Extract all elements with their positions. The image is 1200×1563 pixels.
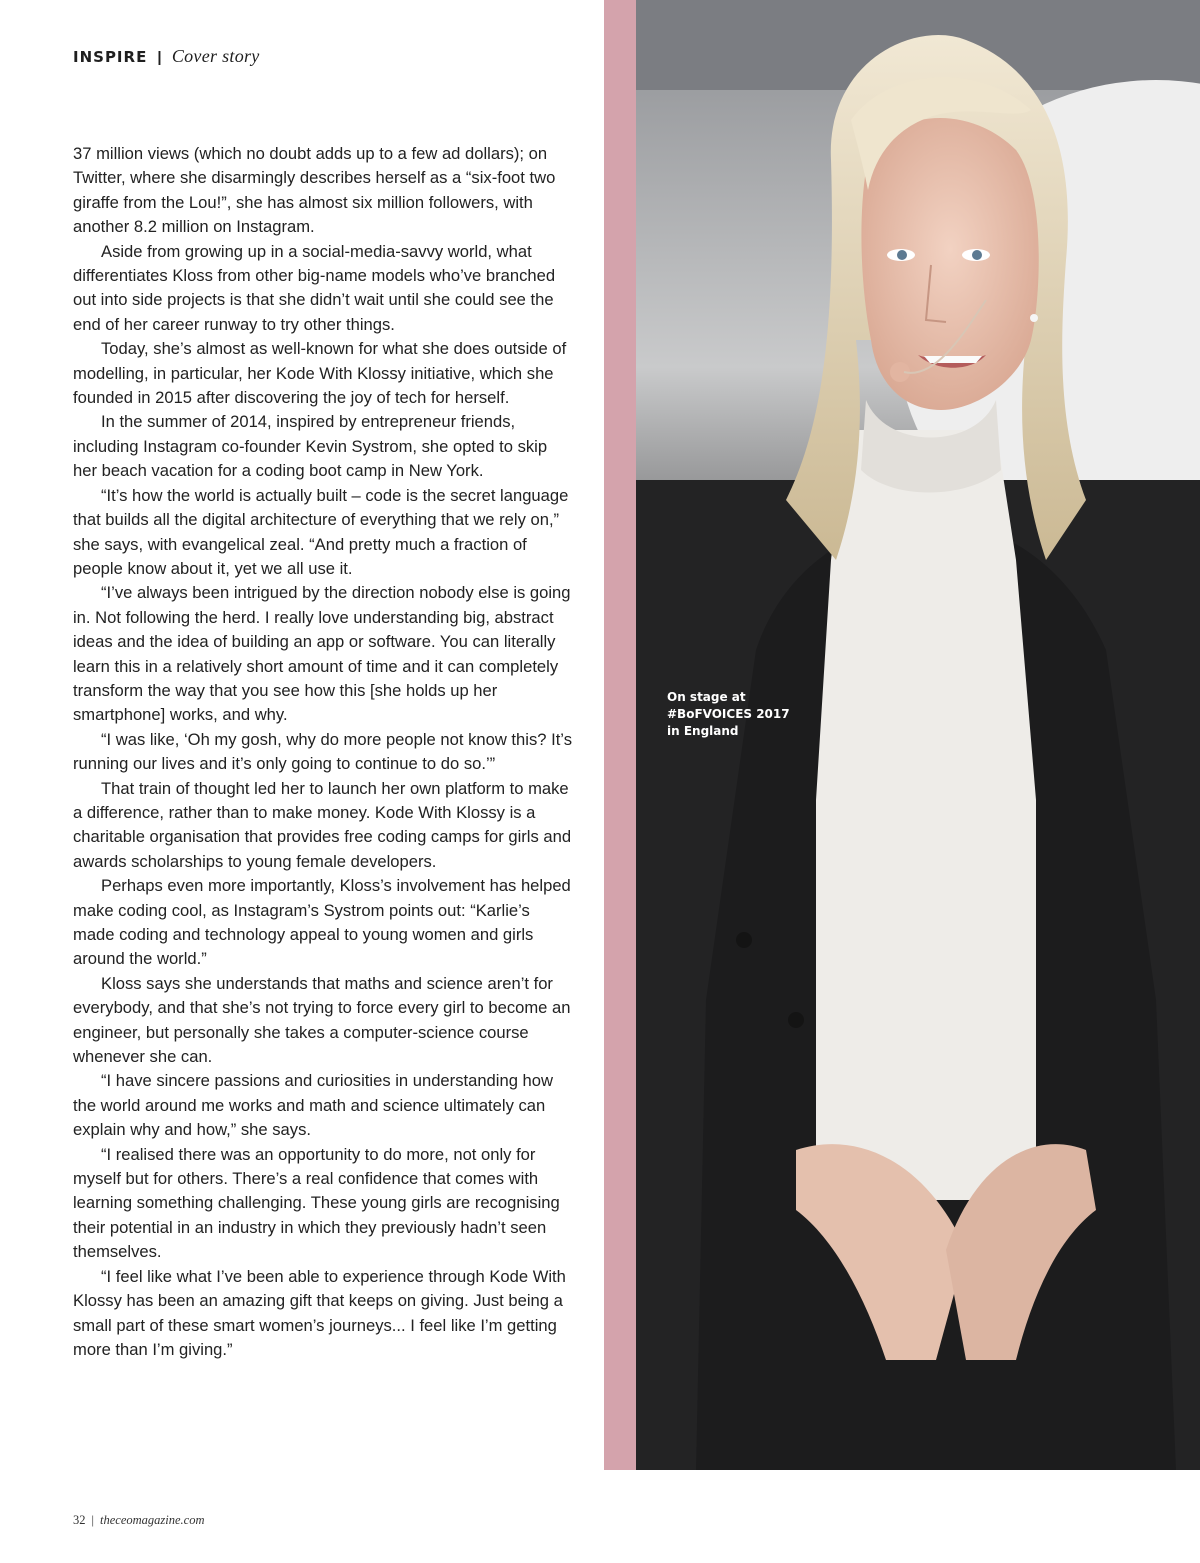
article-paragraph: “I’ve always been intrigued by the direction nobody else is going in. Not following the herd. I really love understanding big, abstract ideas and the idea of building an app or software. You can literally learn this in a relatively short amount of time and it can completely transform the way that you see how this [she holds up her smartphone] works, and why.	[73, 583, 571, 725]
article-paragraph: “I feel like what I’ve been able to experience through Kode With Klossy has been an amazing gift that keeps on giving. Just being a small part of these smart women’s journeys... I feel like I’m getting more than I’m giving.”	[73, 1266, 566, 1359]
section-label: INSPIRE	[73, 48, 148, 66]
photo-caption	[667, 689, 807, 740]
header-separator: |	[157, 49, 162, 66]
article-paragraph: Perhaps even more importantly, Kloss’s involvement has helped make coding cool, as Instagram’s Systrom points out: “Karlie’s made coding and technology appeal to young women and girls around the world.”	[73, 876, 571, 969]
article-paragraph: “It’s how the world is actually built – code is the secret language that builds all the digital architecture of everything that we rely on,” she says, with evangelical zeal. “And pretty much a fraction of people know about it, yet we all use it.	[73, 485, 569, 578]
site-url: theceomagazine.com	[100, 1513, 205, 1527]
article-paragraph: “I realised there was an opportunity to do more, not only for myself but for others. There’s a real confidence that comes with learning something challenging. These young girls are recognising their potential in an industry in which they previously hadn’t seen themselves.	[73, 1144, 560, 1262]
article-paragraph: “I was like, ‘Oh my gosh, why do more people not know this? It’s running our lives and it’s only going to continue to do so.’”	[73, 729, 572, 774]
article-paragraph: In the summer of 2014, inspired by entrepreneur friends, including Instagram co-founder Kevin Systrom, she opted to skip her beach vacation for a coding boot camp in New York.	[73, 412, 548, 481]
article-body	[73, 142, 573, 1362]
article-paragraph: Kloss says she understands that maths and science aren’t for everybody, and that she’s not trying to force every girl to become an engineer, but personally she takes a computer-science course whenever she can.	[73, 973, 571, 1067]
caption-line: On stage at	[667, 690, 746, 704]
page-number: 32	[73, 1513, 86, 1527]
article-paragraph: Aside from growing up in a social-media-savvy world, what differentiates Kloss from other big-name models who’ve branched out into side projects is that she didn’t wait until she could see the end of her career runway to try other things.	[73, 241, 556, 334]
footer-separator: |	[91, 1513, 95, 1527]
section-topic: Cover story	[171, 46, 260, 66]
running-header	[73, 46, 260, 67]
caption-line: #BoFVOICES 2017	[667, 707, 790, 721]
article-paragraph: That train of thought led her to launch her own platform to make a difference, rather than to make money. Kode With Klossy is a charitable organisation that provides free coding camps for girls and awards scholarships to young female developers.	[73, 778, 572, 871]
article-paragraph: “I have sincere passions and curiosities in understanding how the world around me works and math and science ultimately can explain why and how,” she says.	[73, 1071, 553, 1140]
page-footer	[73, 1513, 205, 1528]
article-paragraph: 37 million views (which no doubt adds up to a few ad dollars); on Twitter, where she disarmingly describes herself as a “six-foot two giraffe from the Lou!”, she has almost six million followers, with another 8.2 million on Instagram.	[73, 144, 556, 237]
caption-line: in England	[667, 724, 739, 738]
article-paragraph: Today, she’s almost as well-known for what she does outside of modelling, in particular, her Kode With Klossy initiative, which she founded in 2015 after discovering the joy of tech for herself.	[73, 339, 567, 408]
